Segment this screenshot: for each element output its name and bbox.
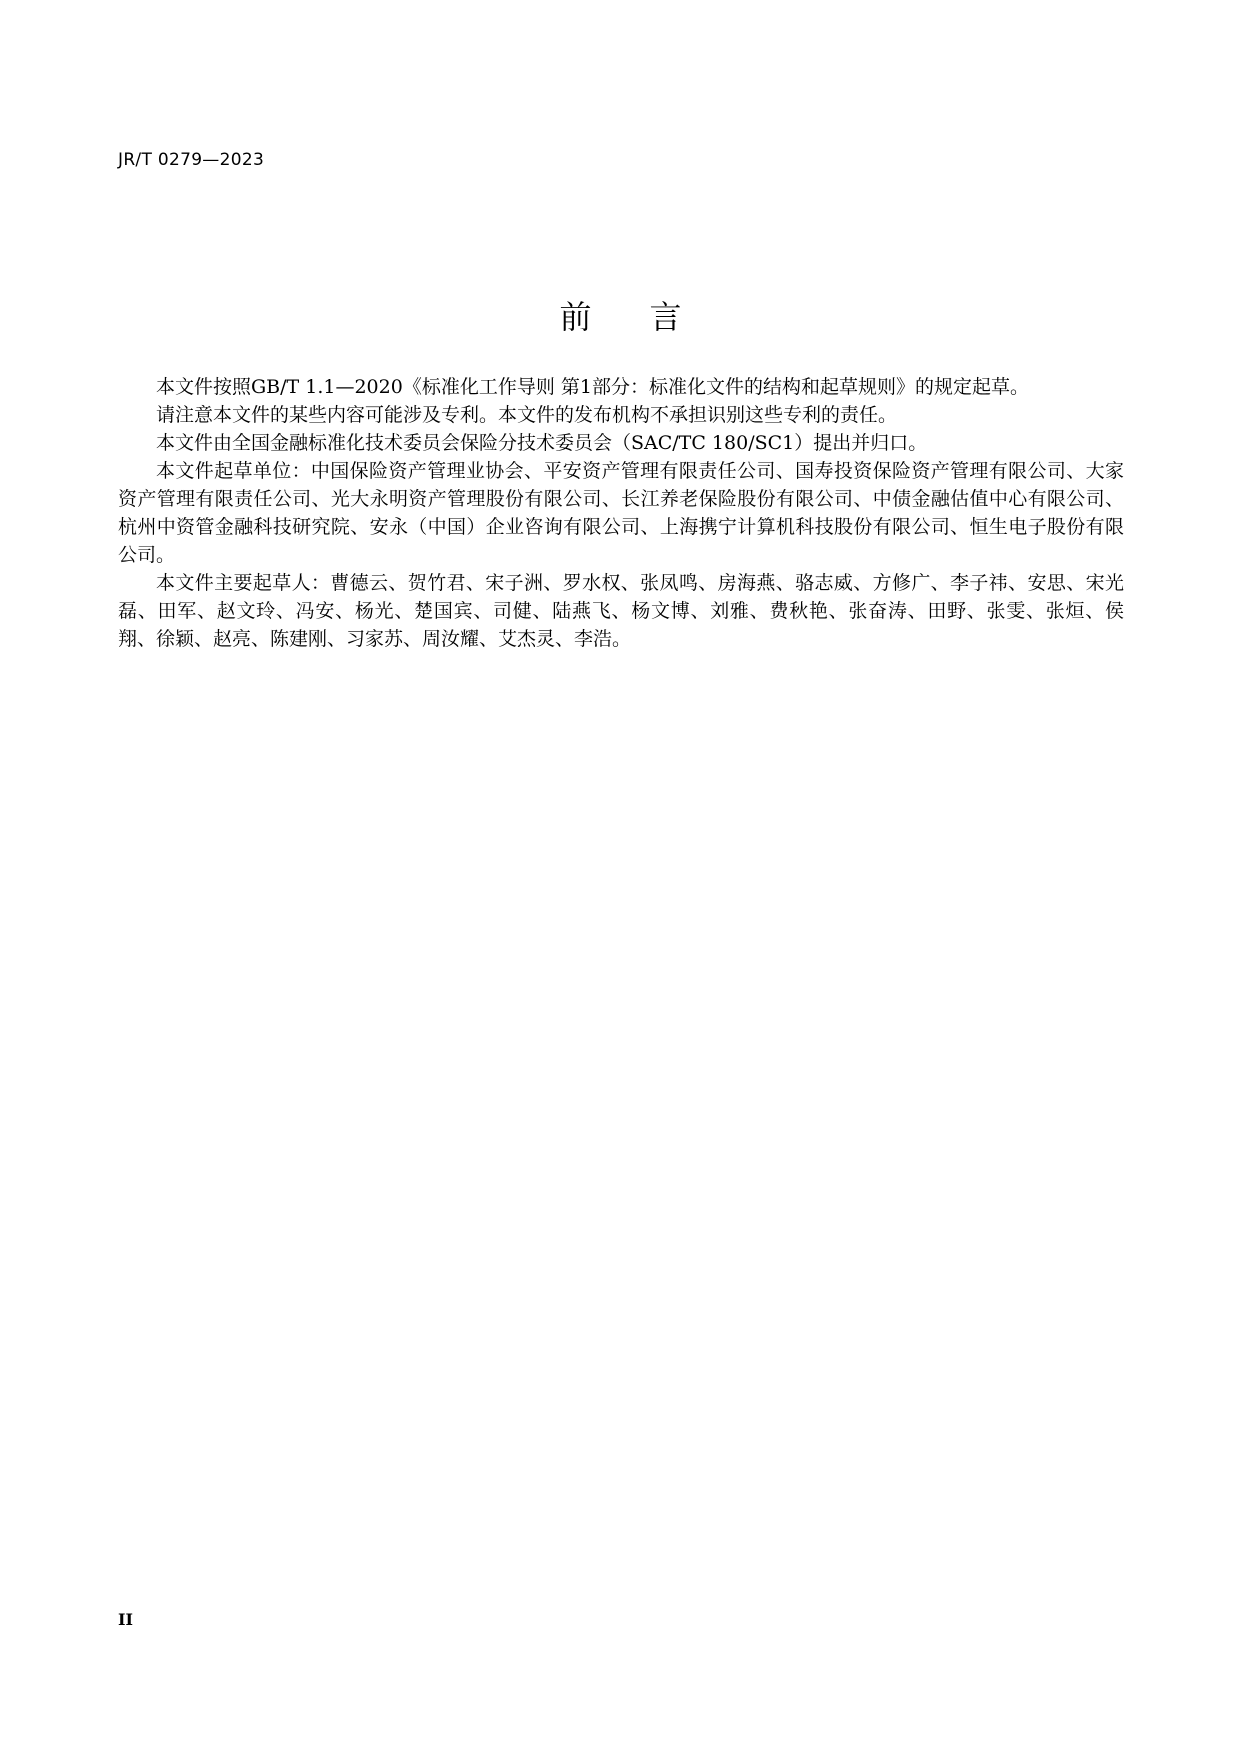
page-title: 前言 <box>559 298 740 336</box>
paragraph-drafters: 本文件主要起草人：曹德云、贺竹君、宋子洲、罗水权、张凤鸣、房海燕、骆志威、方修广、李子祎、安思、宋光磊、田军、赵文玲、冯安、杨光、楚国宾、司健、陆燕飞、杨文博、刘雅、费秋艳、张奋涛、田野、张雯、张烜、侯翔、徐颖、赵亮、陈建刚、习家苏、周汝耀、艾杰灵、李浩。 <box>118 572 1124 650</box>
page-number: II <box>118 1610 133 1629</box>
foreword-body <box>118 373 1124 653</box>
paragraph-proposer: 本文件由全国金融标准化技术委员会保险分技术委员会（SAC/TC 180/SC1）提出并归口。 <box>156 432 928 454</box>
paragraph-drafting-units: 本文件起草单位：中国保险资产管理业协会、平安资产管理有限责任公司、国寿投资保险资产管理有限公司、大家资产管理有限责任公司、光大永明资产管理股份有限公司、长江养老保险股份有限公司、中债金融估值中心有限公司、杭州中资管金融科技研究院、安永（中国）企业咨询有限公司、上海携宁计算机科技股份有限公司、恒生电子股份有限公司。 <box>118 460 1124 566</box>
paragraph-drafting-rules: 本文件按照GB/T 1.1—2020《标准化工作导则 第1部分：标准化文件的结构和起草规则》的规定起草。 <box>156 376 1029 398</box>
document-code-header: JR/T 0279—2023 <box>118 150 265 170</box>
paragraph-patent-notice: 请注意本文件的某些内容可能涉及专利。本文件的发布机构不承担识别这些专利的责任。 <box>156 404 898 426</box>
